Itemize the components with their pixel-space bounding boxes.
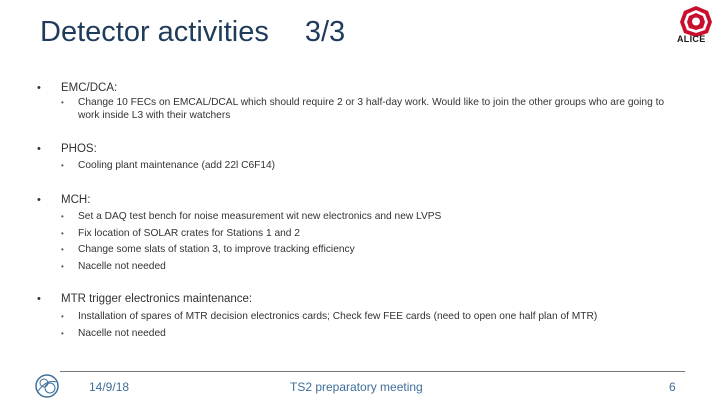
list-item: • Installation of spares of MTR decision electronics cards; Check few FEE cards (need to open one half plan of MTR) (61, 311, 598, 322)
sub-list (61, 210, 671, 276)
footer-page-number: 6 (669, 380, 676, 394)
cern-logo-icon (33, 373, 61, 399)
sub-list (61, 159, 671, 176)
footer-divider (60, 371, 685, 372)
sub-bullet-icon: • (61, 228, 64, 238)
list-item: • Nacelle not needed (61, 260, 166, 272)
alice-logo-text: ALICE (677, 34, 706, 44)
list-item: • Cooling plant maintenance (add 22l C6F14) (61, 160, 276, 171)
page-indicator: 3/3 (304, 16, 346, 48)
list-item: • Set a DAQ test bench for noise measurement wit new electronics and new LVPS (61, 211, 442, 222)
list-item: • Nacelle not needed (61, 327, 166, 339)
footer-meeting-title: TS2 preparatory meeting (290, 380, 423, 394)
bullet-icon: • (37, 82, 41, 94)
sub-bullet-icon: • (61, 261, 64, 271)
sub-list (61, 96, 671, 126)
list-item: • Change 10 FECs on EMCAL/DCAL which should require 2 or 3 half-day work. Would like to join the other groups who are going to work inside L3 with their watchers (61, 97, 665, 121)
list-item: • Fix location of SOLAR crates for Stations 1 and 2 (61, 227, 300, 239)
sub-bullet-icon: • (61, 328, 64, 338)
section-heading: EMC/DCA: (61, 82, 118, 94)
section-heading: MCH: (61, 194, 91, 206)
section-heading: MTR trigger electronics maintenance: (61, 293, 253, 305)
slide-title (40, 16, 345, 49)
sub-bullet-icon: • (61, 212, 64, 221)
sub-bullet-icon: • (61, 245, 64, 254)
bullet-icon: • (37, 194, 41, 206)
footer-date: 14/9/18 (89, 380, 130, 394)
bullet-icon: • (37, 143, 41, 155)
section-heading: PHOS: (61, 143, 97, 155)
sub-list (61, 310, 671, 343)
sub-bullet-icon: • (61, 312, 64, 321)
slide-title-text: Detector activities (40, 16, 269, 48)
bullet-icon: • (37, 293, 41, 305)
list-item: • Change some slats of station 3, to improve tracking efficiency (61, 244, 355, 255)
sub-bullet-icon: • (61, 98, 64, 107)
sub-bullet-icon: • (61, 161, 64, 170)
